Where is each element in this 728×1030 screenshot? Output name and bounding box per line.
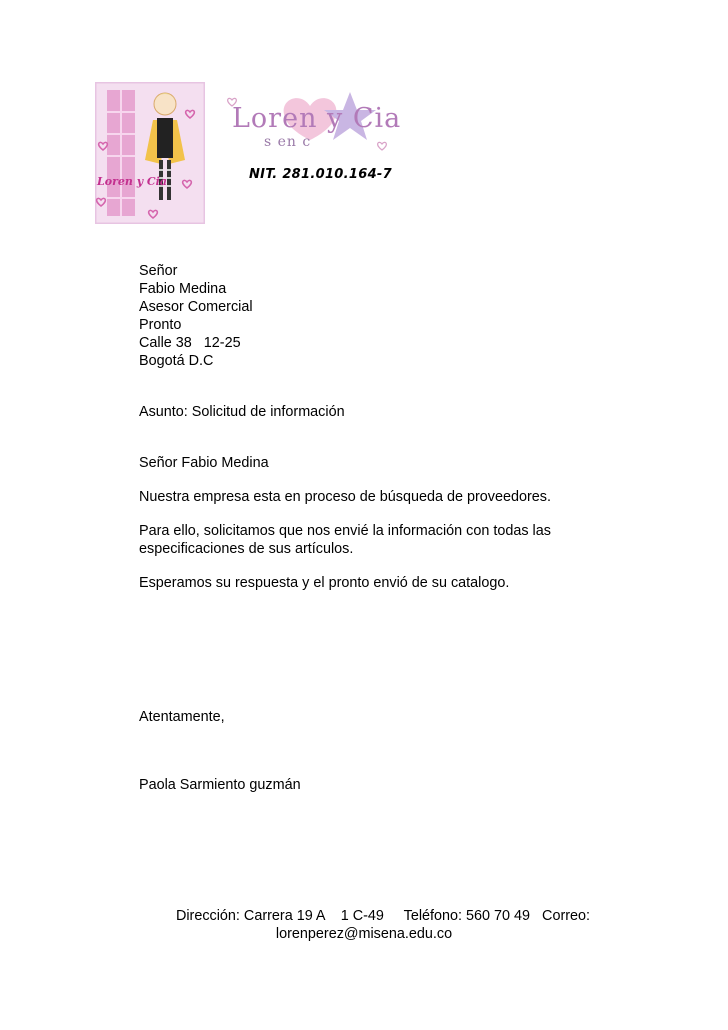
letter-greeting: Señor Fabio Medina xyxy=(139,455,269,471)
logo-badge-text: Loren y Cia xyxy=(97,175,167,188)
body-paragraph-3: Esperamos su respuesta y el pronto envió de su catalogo. xyxy=(139,575,510,591)
brand-wordmark xyxy=(222,86,402,158)
recipient-role: Asesor Comercial xyxy=(139,299,253,315)
letter-signature: Paola Sarmiento guzmán xyxy=(139,777,301,793)
body-paragraph-2-line-1: Para ello, solicitamos que nos envié la información con todas las xyxy=(139,523,551,539)
recipient-company: Pronto xyxy=(139,317,182,333)
letter-closing: Atentamente, xyxy=(139,709,225,725)
footer-email: lorenperez@misena.edu.co xyxy=(275,926,453,942)
letter-subject: Asunto: Solicitud de información xyxy=(139,404,345,420)
body-paragraph-2-line-2: especificaciones de sus artículos. xyxy=(139,541,354,557)
body-paragraph-1: Nuestra empresa esta en proceso de búsqueda de proveedores. xyxy=(139,489,551,505)
footer-contact-line-1: Dirección: Carrera 19 A 1 C-49 Teléfono: 560 70 49 Correo: xyxy=(175,908,591,924)
recipient-address: Calle 38 12-25 xyxy=(139,335,241,351)
company-nit: NIT. 281.010.164-7 xyxy=(249,167,392,182)
recipient-name: Fabio Medina xyxy=(139,281,227,297)
company-logo-image xyxy=(95,82,205,224)
brand-name: Loren y Cia xyxy=(232,103,402,134)
recipient-city: Bogotá D.C xyxy=(139,353,214,369)
brand-subtitle: s en c xyxy=(264,134,312,150)
recipient-salutation: Señor xyxy=(139,263,178,279)
